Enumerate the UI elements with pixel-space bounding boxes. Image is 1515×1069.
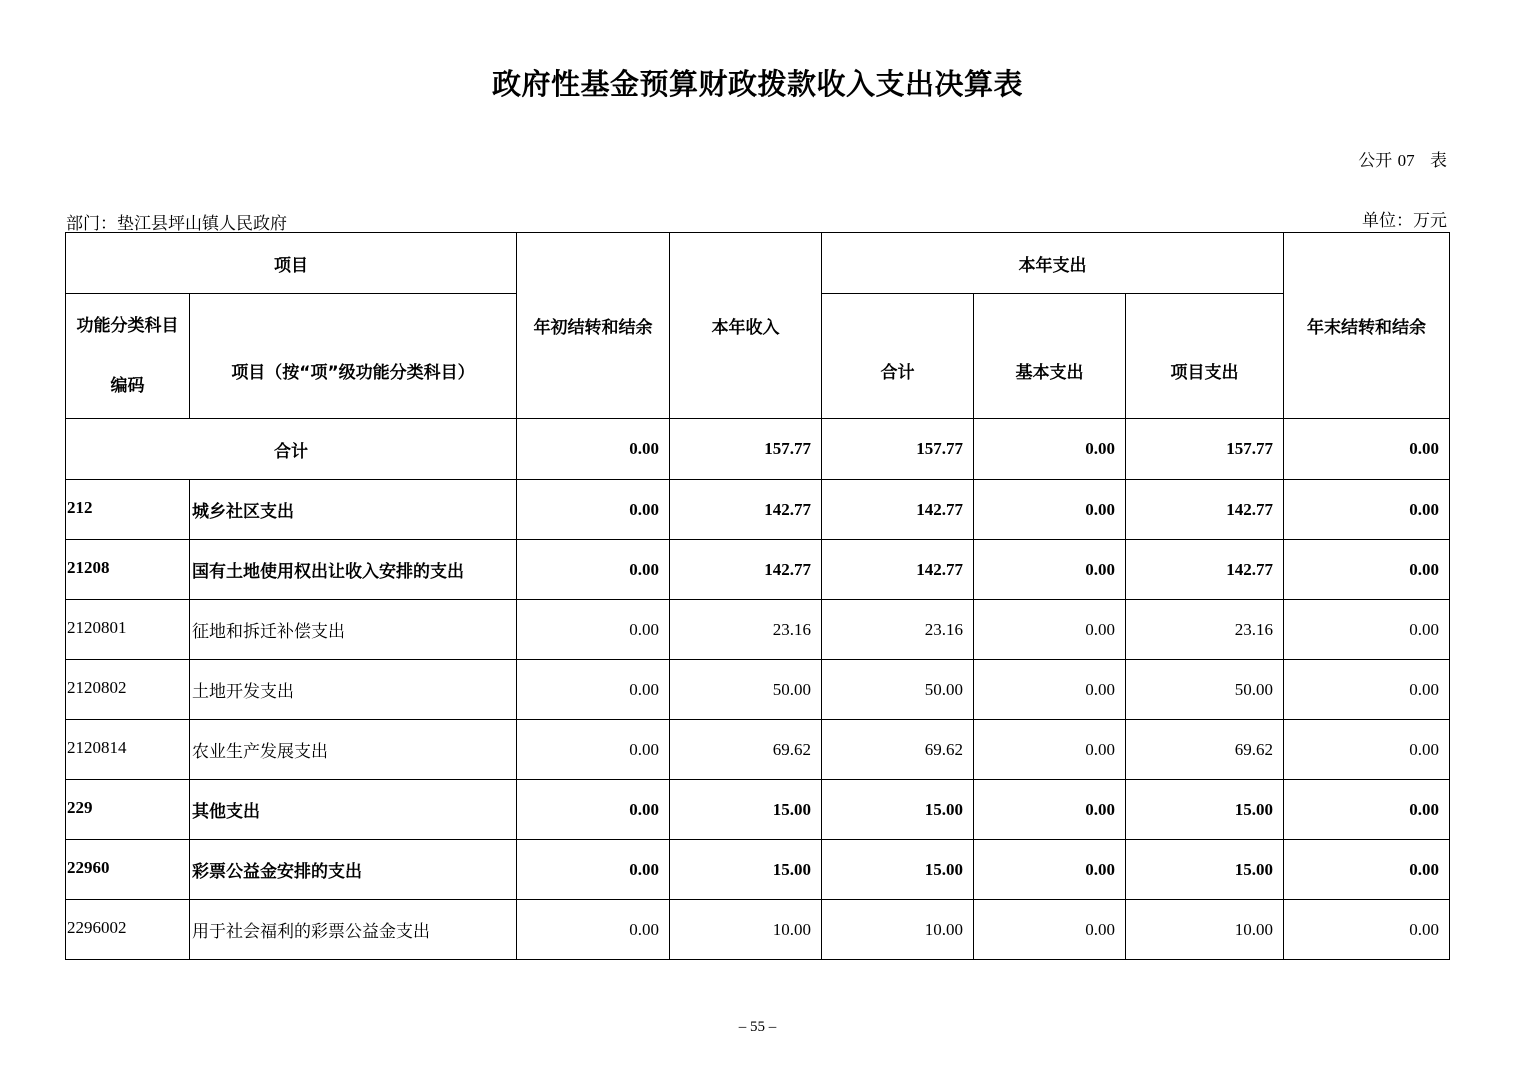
row-end: 0.00 — [1284, 540, 1450, 600]
row-expense-total: 142.77 — [822, 540, 974, 600]
row-code: 229 — [66, 780, 190, 840]
total-end: 0.00 — [1284, 419, 1450, 480]
page-number: – 55 – — [738, 1019, 777, 1035]
row-income: 142.77 — [670, 540, 822, 600]
header-project-group: 项目 — [66, 233, 517, 294]
row-begin: 0.00 — [517, 480, 670, 540]
row-begin: 0.00 — [517, 540, 670, 600]
unit-label: 单位：万元 — [1362, 211, 1447, 231]
row-expense-basic: 0.00 — [974, 660, 1126, 720]
row-end: 0.00 — [1284, 660, 1450, 720]
row-code: 2120802 — [66, 660, 190, 720]
row-expense-total: 142.77 — [822, 480, 974, 540]
row-name: 农业生产发展支出 — [190, 720, 517, 780]
header-expense-project: 项目支出 — [1126, 294, 1284, 419]
row-name: 用于社会福利的彩票公益金支出 — [190, 900, 517, 960]
table-number-prefix: 公开 — [1358, 151, 1393, 171]
row-expense-total: 15.00 — [822, 780, 974, 840]
row-begin: 0.00 — [517, 660, 670, 720]
row-expense-project: 15.00 — [1126, 780, 1284, 840]
table-row — [66, 720, 1450, 780]
row-income: 15.00 — [670, 780, 822, 840]
row-code: 2296002 — [66, 900, 190, 960]
row-expense-basic: 0.00 — [974, 720, 1126, 780]
table-number — [1358, 146, 1447, 171]
row-end: 0.00 — [1284, 600, 1450, 660]
row-expense-project: 23.16 — [1126, 600, 1284, 660]
row-code: 22960 — [66, 840, 190, 900]
row-end: 0.00 — [1284, 840, 1450, 900]
header-code-line2: 编码 — [110, 376, 145, 396]
row-expense-total: 50.00 — [822, 660, 974, 720]
total-begin: 0.00 — [517, 419, 670, 480]
table-row — [66, 660, 1450, 720]
table-row — [66, 900, 1450, 960]
row-begin: 0.00 — [517, 840, 670, 900]
row-name: 国有土地使用权出让收入安排的支出 — [190, 540, 517, 600]
header-income: 本年收入 — [670, 233, 822, 419]
row-name: 土地开发支出 — [190, 660, 517, 720]
row-income: 142.77 — [670, 480, 822, 540]
row-code: 212 — [66, 480, 190, 540]
budget-table — [65, 232, 1450, 960]
total-row — [66, 419, 1450, 480]
total-expense-project: 157.77 — [1126, 419, 1284, 480]
header-expense-basic: 基本支出 — [974, 294, 1126, 419]
header-code-line1: 功能分类科目 — [76, 316, 179, 336]
row-expense-total: 69.62 — [822, 720, 974, 780]
row-end: 0.00 — [1284, 900, 1450, 960]
total-expense-total: 157.77 — [822, 419, 974, 480]
row-name: 城乡社区支出 — [190, 480, 517, 540]
row-expense-project: 142.77 — [1126, 540, 1284, 600]
row-name: 彩票公益金安排的支出 — [190, 840, 517, 900]
row-expense-basic: 0.00 — [974, 780, 1126, 840]
row-income: 69.62 — [670, 720, 822, 780]
row-expense-project: 69.62 — [1126, 720, 1284, 780]
row-code: 21208 — [66, 540, 190, 600]
row-income: 10.00 — [670, 900, 822, 960]
header-project-name: 项目（按“项”级功能分类科目） — [190, 294, 517, 419]
table-number-value: 07 — [1397, 151, 1415, 170]
page-title: 政府性基金预算财政拨款收入支出决算表 — [491, 67, 1023, 101]
row-income: 15.00 — [670, 840, 822, 900]
row-income: 50.00 — [670, 660, 822, 720]
table-row — [66, 780, 1450, 840]
header-expense-total: 合计 — [822, 294, 974, 419]
total-label: 合计 — [66, 419, 517, 480]
department-label: 部门：垫江县坪山镇人民政府 — [66, 214, 287, 234]
row-expense-total: 15.00 — [822, 840, 974, 900]
row-expense-project: 142.77 — [1126, 480, 1284, 540]
row-expense-basic: 0.00 — [974, 600, 1126, 660]
row-expense-basic: 0.00 — [974, 840, 1126, 900]
row-begin: 0.00 — [517, 780, 670, 840]
header-code — [66, 294, 190, 419]
row-begin: 0.00 — [517, 720, 670, 780]
table-row — [66, 480, 1450, 540]
row-code: 2120814 — [66, 720, 190, 780]
total-expense-basic: 0.00 — [974, 419, 1126, 480]
row-expense-total: 10.00 — [822, 900, 974, 960]
table-number-suffix: 表 — [1430, 151, 1447, 171]
row-end: 0.00 — [1284, 780, 1450, 840]
row-expense-basic: 0.00 — [974, 480, 1126, 540]
header-row-1 — [66, 233, 1450, 294]
row-expense-project: 15.00 — [1126, 840, 1284, 900]
table-row — [66, 840, 1450, 900]
row-begin: 0.00 — [517, 600, 670, 660]
row-expense-total: 23.16 — [822, 600, 974, 660]
table-row — [66, 600, 1450, 660]
row-expense-project: 50.00 — [1126, 660, 1284, 720]
row-end: 0.00 — [1284, 720, 1450, 780]
header-expense-group: 本年支出 — [822, 233, 1284, 294]
table-row — [66, 540, 1450, 600]
header-begin-balance: 年初结转和结余 — [517, 233, 670, 419]
row-income: 23.16 — [670, 600, 822, 660]
row-name: 其他支出 — [190, 780, 517, 840]
header-end-balance: 年末结转和结余 — [1284, 233, 1450, 419]
row-code: 2120801 — [66, 600, 190, 660]
row-expense-project: 10.00 — [1126, 900, 1284, 960]
row-expense-basic: 0.00 — [974, 540, 1126, 600]
row-name: 征地和拆迁补偿支出 — [190, 600, 517, 660]
total-income: 157.77 — [670, 419, 822, 480]
row-begin: 0.00 — [517, 900, 670, 960]
row-expense-basic: 0.00 — [974, 900, 1126, 960]
row-end: 0.00 — [1284, 480, 1450, 540]
